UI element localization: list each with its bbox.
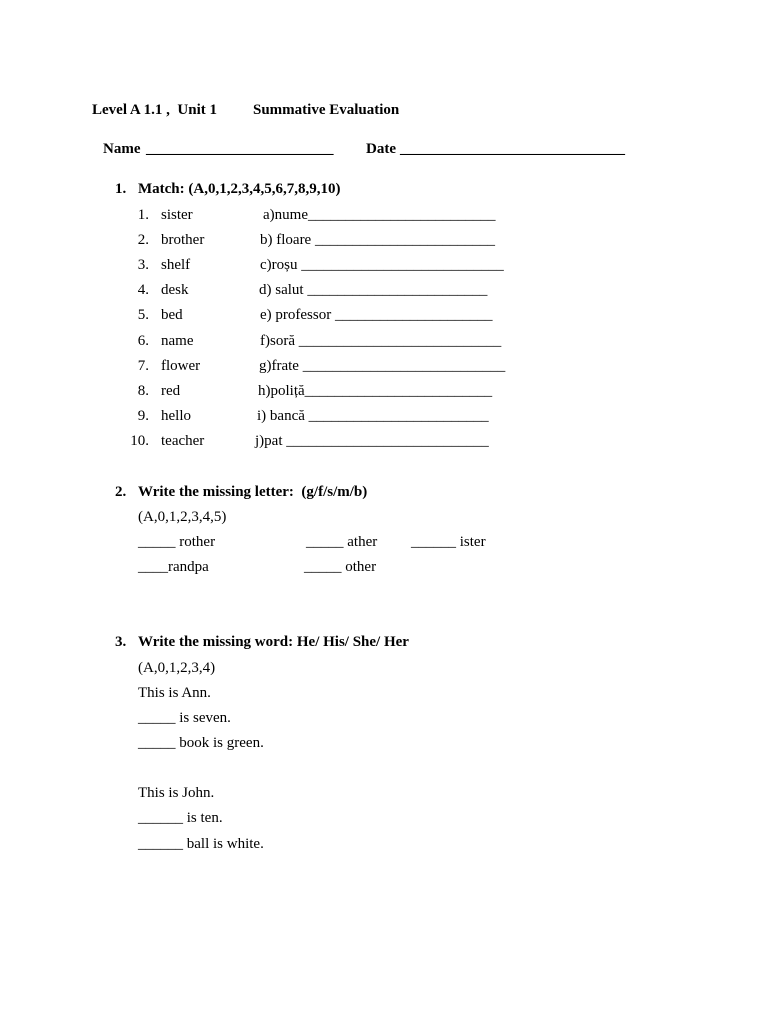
exercise1-title: Match: (A,0,1,2,3,4,5,6,7,8,9,10) <box>138 181 341 197</box>
match-item-number: 9. <box>137 408 149 424</box>
exercise2-scale: (A,0,1,2,3,4,5) <box>138 509 227 525</box>
match-item-translation-blank[interactable]: i) bancă ________________________ <box>257 408 489 424</box>
exercise3-line-3[interactable]: _____ book is green. <box>138 735 264 751</box>
name-label: Name <box>103 141 141 157</box>
match-item-translation-blank[interactable]: a)nume_________________________ <box>263 207 496 223</box>
match-item-word: name <box>161 333 194 349</box>
match-item-translation-blank[interactable]: h)poliță_________________________ <box>258 383 493 399</box>
match-item-number: 7. <box>137 358 149 374</box>
match-item-number: 3. <box>137 257 149 273</box>
exercise3-line-6[interactable]: ______ ball is white. <box>138 836 264 852</box>
match-item-number: 6. <box>137 333 149 349</box>
match-item-translation-blank[interactable]: j)pat ___________________________ <box>255 433 489 449</box>
match-item-word: desk <box>161 282 189 298</box>
exercise3-scale: (A,0,1,2,3,4) <box>138 660 216 676</box>
match-item-number: 10. <box>130 433 149 449</box>
exercise2-number: 2. <box>115 484 127 500</box>
exercise3-line-1: This is Ann. <box>138 685 211 701</box>
date-label: Date <box>366 141 396 157</box>
exercise2-blank-other[interactable]: _____ other <box>304 559 377 575</box>
match-item-word: sister <box>161 207 193 223</box>
match-item-number: 4. <box>137 282 149 298</box>
match-item-number: 2. <box>137 232 149 248</box>
match-item-translation-blank[interactable]: f)soră ___________________________ <box>260 333 502 349</box>
match-item-number: 1. <box>137 207 149 223</box>
match-item-translation-blank[interactable]: c)roșu ___________________________ <box>260 257 504 273</box>
match-item-number: 5. <box>137 307 149 323</box>
match-item-word: red <box>161 383 181 399</box>
exercise3-number: 3. <box>115 634 127 650</box>
match-item-word: flower <box>161 358 201 374</box>
exercise3-line-4: This is John. <box>138 785 215 801</box>
match-item-translation-blank[interactable]: d) salut ________________________ <box>259 282 488 298</box>
match-item-word: shelf <box>161 257 191 273</box>
exercise2-blank-ister[interactable]: ______ ister <box>411 534 486 550</box>
exercise2-blank-rother[interactable]: _____ rother <box>138 534 216 550</box>
name-field[interactable]: _________________________ <box>146 141 334 157</box>
exercise3-line-2[interactable]: _____ is seven. <box>138 710 231 726</box>
exercise1-number: 1. <box>115 181 127 197</box>
level-unit-heading: Level A 1.1 , Unit 1 <box>92 102 218 118</box>
match-item-translation-blank[interactable]: b) floare ________________________ <box>260 232 495 248</box>
match-item-word: bed <box>161 307 183 323</box>
date-field[interactable]: ______________________________ <box>400 141 625 157</box>
match-item-word: teacher <box>161 433 205 449</box>
exercise2-blank-randpa[interactable]: ____randpa <box>138 559 209 575</box>
exercise2-blank-ather[interactable]: _____ ather <box>306 534 378 550</box>
exercise3-title: Write the missing word: He/ His/ She/ Her <box>138 634 409 650</box>
exercise2-title: Write the missing letter: (g/f/s/m/b) <box>138 484 368 500</box>
page-title: Summative Evaluation <box>253 102 400 118</box>
exercise3-line-5[interactable]: ______ is ten. <box>138 810 223 826</box>
match-item-word: brother <box>161 232 205 248</box>
match-item-translation-blank[interactable]: e) professor _____________________ <box>260 307 493 323</box>
match-item-number: 8. <box>137 383 149 399</box>
match-item-translation-blank[interactable]: g)frate ___________________________ <box>259 358 506 374</box>
match-item-word: hello <box>161 408 191 424</box>
